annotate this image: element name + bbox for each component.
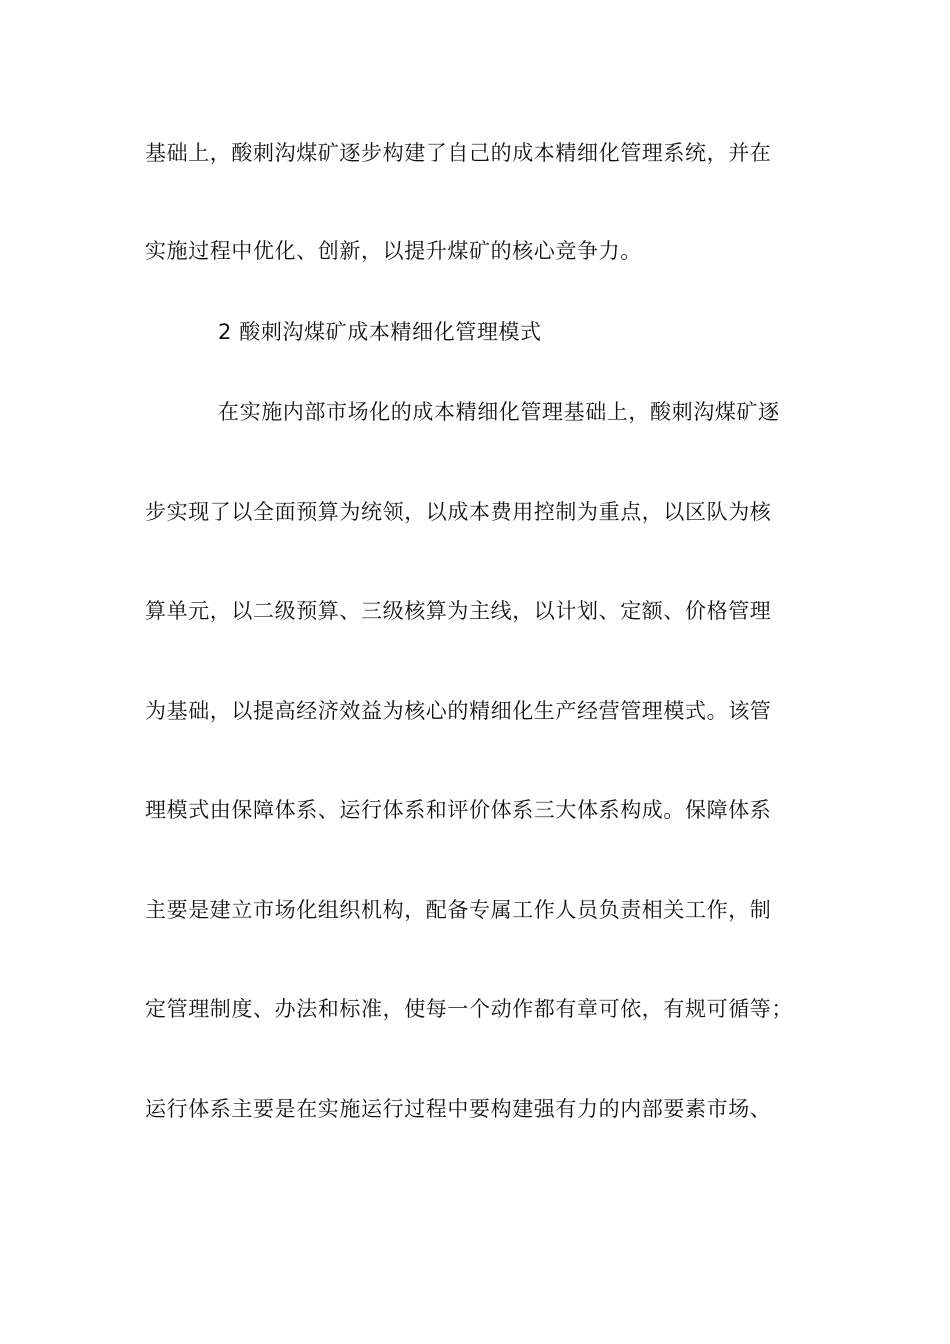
- paragraph-line: 理模式由保障体系、运行体系和评价体系三大体系构成。保障体系: [145, 798, 772, 822]
- paragraph-line: 定管理制度、办法和标准，使每一个动作都有章可依，有规可循等；: [145, 997, 793, 1021]
- paragraph-line: 运行体系主要是在实施运行过程中要构建强有力的内部要素市场、: [145, 1097, 772, 1121]
- section-heading: 2 酸刺沟煤矿成本精细化管理模式: [218, 320, 542, 344]
- paragraph-line: 在实施内部市场化的成本精细化管理基础上，酸刺沟煤矿逐: [218, 400, 780, 424]
- paragraph-line: 主要是建立市场化组织机构，配备专属工作人员负责相关工作，制: [145, 898, 772, 922]
- paragraph-line: 步实现了以全面预算为统领，以成本费用控制为重点，以区队为核: [145, 500, 772, 524]
- paragraph-line: 算单元，以二级预算、三级核算为主线，以计划、定额、价格管理: [145, 599, 772, 623]
- paragraph-line: 基础上，酸刺沟煤矿逐步构建了自己的成本精细化管理系统，并在: [145, 141, 772, 165]
- paragraph-line: 为基础，以提高经济效益为核心的精细化生产经营管理模式。该管: [145, 699, 772, 723]
- paragraph-line: 实施过程中优化、创新，以提升煤矿的核心竞争力。: [145, 239, 642, 263]
